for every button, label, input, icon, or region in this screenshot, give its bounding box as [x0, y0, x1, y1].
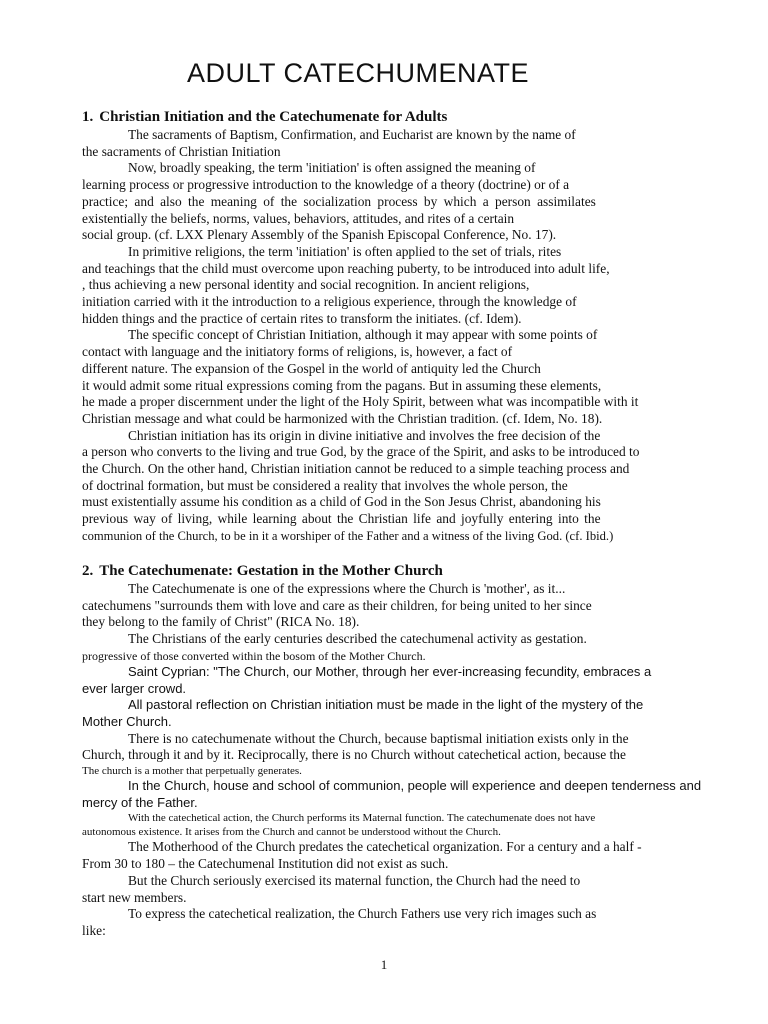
section-2-heading	[82, 563, 734, 580]
paragraph-line: Now, broadly speaking, the term 'initiation' is often assigned the meaning of	[128, 160, 536, 176]
paragraph-line: Christian initiation has its origin in divine initiative and involves the free decision of the	[128, 427, 601, 443]
section-2	[82, 563, 734, 940]
paragraph-line: autonomous existence. It arises from the Church and cannot be understood without the Church.	[82, 826, 501, 839]
paragraph-line: they belong to the family of Christ" (RICA No. 18).	[82, 614, 360, 630]
page-title: ADULT CATECHUMENATE	[186, 58, 530, 88]
paragraph-line: Church, through it and by it. Reciprocally, there is no Church without catechetical action, because the	[82, 747, 626, 763]
paragraph-line: The church is a mother that perpetually generates.	[82, 765, 302, 778]
paragraph-line: Mother Church.	[82, 713, 172, 729]
paragraph-line: Christian message and what could be harmonized with the Christian tradition. (cf. Idem, No. 18).	[82, 410, 603, 426]
paragraph-line: different nature. The expansion of the Gospel in the world of antiquity led the Church	[82, 360, 541, 376]
paragraph-line: ever larger crowd.	[82, 680, 187, 696]
paragraph-line: With the catechetical action, the Church performs its Maternal function. The catechumenate does not have	[128, 812, 596, 825]
page-number: 1	[380, 957, 388, 972]
paragraph-line: previous way of living, while learning about the Christian life and joyfully entering into the	[82, 511, 601, 527]
section-1-number: 1.	[82, 109, 94, 125]
paragraph-line: In the Church, house and school of communion, people will experience and deepen tenderness and	[128, 778, 702, 794]
paragraph-line: The Motherhood of the Church predates the catechetical organization. For a century and a half -	[128, 839, 642, 855]
paragraph-line: But the Church seriously exercised its maternal function, the Church had the need to	[128, 872, 581, 888]
paragraph-line: of doctrinal formation, but must be considered a reality that involves the whole person, the	[82, 477, 568, 493]
paragraph-line: mercy of the Father.	[82, 794, 198, 810]
paragraph-line: There is no catechumenate without the Church, because baptismal initiation exists only in the	[128, 730, 629, 746]
paragraph-line: and teachings that the child must overcome upon reaching puberty, to be introduced into adult life,	[82, 260, 610, 276]
paragraph-line: The Catechumenate is one of the expressions where the Church is 'mother', as it...	[128, 581, 566, 596]
paragraph-line: To express the catechetical realization, the Church Fathers use very rich images such as	[128, 906, 597, 922]
paragraph-line: , thus achieving a new personal identity and social recognition. In ancient religions,	[82, 277, 530, 293]
paragraph-line: like:	[82, 922, 106, 938]
paragraph-line: The sacraments of Baptism, Confirmation, and Eucharist are known by the name of	[128, 127, 576, 142]
paragraph-line: contact with language and the initiatory forms of religions, is, however, a fact of	[82, 344, 513, 360]
section-1-body	[82, 127, 734, 545]
paragraph-line: initiation carried with it the introduction to a religious experience, through the knowledge of	[82, 294, 577, 310]
paragraph-line: communion of the Church, to be in it a worshiper of the Father and a witness of the living God. (cf. Ibid.)	[82, 528, 614, 543]
section-2-body	[82, 581, 734, 940]
paragraph-line: All pastoral reflection on Christian initiation must be made in the light of the mystery of the	[128, 697, 644, 713]
paragraph-line: catechumens "surrounds them with love and care as their children, for being united to her since	[82, 597, 592, 613]
paragraph-line: must existentially assume his condition as a child of God in the Son Jesus Christ, abandoning his	[82, 494, 601, 510]
paragraph-line: social group. (cf. LXX Plenary Assembly of the Spanish Episcopal Conference, No. 17).	[82, 227, 557, 243]
section-1	[82, 109, 734, 545]
paragraph-line: progressive of those converted within the bosom of the Mother Church.	[82, 648, 426, 663]
paragraph-line: The Christians of the early centuries described the catechumenal activity as gestation.	[128, 631, 587, 647]
paragraph-line: The specific concept of Christian Initiation, although it may appear with some points of	[128, 327, 598, 343]
section-2-title: The Catechumenate: Gestation in the Mother Church	[99, 563, 443, 579]
paragraph-line: it would admit some ritual expressions coming from the pagans. But in assuming these elements,	[82, 377, 602, 393]
paragraph-line: the sacraments of Christian Initiation	[82, 143, 281, 159]
paragraph-line: hidden things and the practice of certain rites to transform the initiates. (cf. Idem).	[82, 310, 522, 326]
paragraph-line: start new members.	[82, 889, 187, 905]
paragraph-line: the Church. On the other hand, Christian initiation cannot be reduced to a simple teaching process and	[82, 461, 630, 477]
paragraph-line: Saint Cyprian: "The Church, our Mother, through her ever-increasing fecundity, embraces a	[128, 663, 652, 679]
paragraph-line: existentially the beliefs, norms, values, behaviors, attitudes, and rites of a certain	[82, 210, 515, 226]
paragraph-line: In primitive religions, the term 'initiation' is often applied to the set of trials, rites	[128, 243, 562, 259]
paragraph-line: a person who converts to the living and true God, by the grace of the Spirit, and asks to be introduced to	[82, 444, 640, 460]
paragraph-line: learning process or progressive introduction to the knowledge of a theory (doctrine) or of a	[82, 177, 570, 193]
paragraph-line: he made a proper discernment under the light of the Holy Spirit, between what was incompatible with it	[82, 394, 639, 410]
section-2-number: 2.	[82, 563, 94, 579]
section-1-title: Christian Initiation and the Catechumenate for Adults	[99, 109, 448, 125]
section-1-heading	[82, 109, 734, 126]
paragraph-line: practice; and also the meaning of the socialization process by which a person assimilates	[82, 193, 596, 209]
paragraph-line: From 30 to 180 – the Catechumenal Institution did not exist as such.	[82, 856, 449, 872]
